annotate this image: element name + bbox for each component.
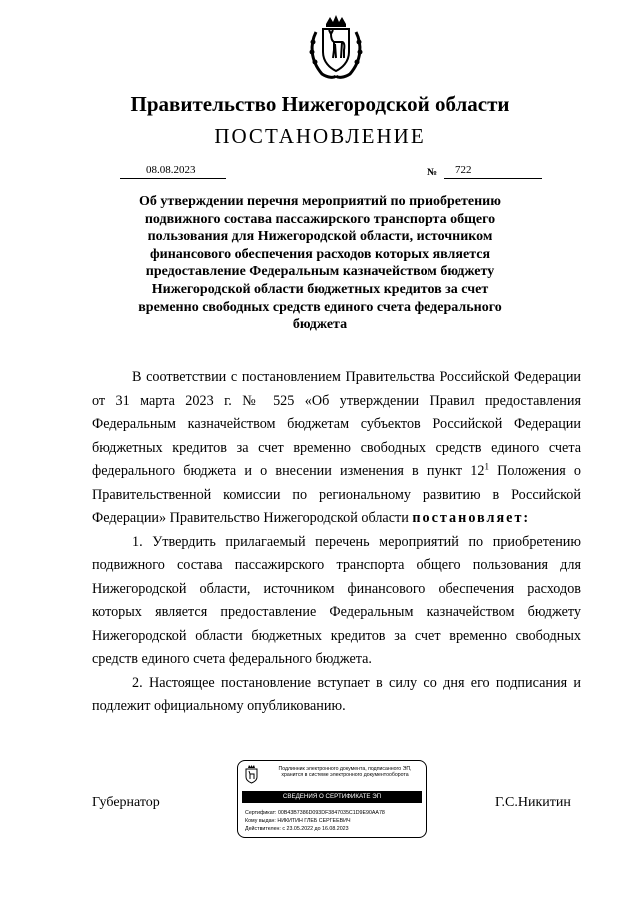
preamble-text: В соответствии с постановлением Правительства Российской Федерации от 31 марта 2023 г. № 525 «Об утверждении Правил предоставления Федеральным казначейством бюджетам субъектов Российской Федерации бюджетных кредитов за счет временно свободных средств единого счета федерального бюджета и о внесении изменения в пункт 12	[92, 369, 581, 479]
stamp-row-certificate	[245, 809, 385, 817]
number-underline	[444, 178, 542, 179]
paragraph-item-2: 2. Настоящее постановление вступает в силу со дня его подписания и подлежит официальному опубликованию.	[92, 674, 581, 714]
valid-value: с 23.05.2022 до 16.08.2023	[282, 826, 349, 832]
paragraph-item-1: 1. Утвердить прилагаемый перечень мероприятий по приобретению подвижного состава пассажирского транспорта общего пользования для Нижегородской области, источником финансового обеспечения расходов которых является предоставление Федеральным казначейством бюджету Нижегородской области бюджетных кредитов за счет временно свободных средств единого счета федерального бюджета.	[92, 533, 581, 667]
date-underline	[120, 178, 226, 179]
coat-of-arms-icon	[304, 14, 368, 80]
stamp-header: СВЕДЕНИЯ О СЕРТИФИКАТЕ ЭП	[242, 791, 422, 803]
paragraph-preamble	[92, 366, 581, 531]
superscript: 1	[484, 461, 489, 472]
number-label: №	[427, 167, 438, 178]
cert-label: Сертификат:	[245, 810, 277, 816]
preamble-text-continued: Положения о Правительственной комиссии по региональному развитию в Российской Федерации» Правительство Нижегородской области	[92, 463, 581, 526]
valid-label: Действителен:	[245, 826, 281, 832]
document-number: 722	[455, 164, 472, 176]
electronic-signature-stamp	[237, 760, 427, 838]
stamp-row-valid	[245, 825, 385, 833]
issued-value: НИКИТИН ГЛЕБ СЕРГЕЕВИЧ	[277, 818, 351, 824]
stamp-details	[245, 809, 385, 833]
document-subject: Об утверждении перечня мероприятий по приобретению подвижного состава пассажирского транспорта общего пользования для Нижегородской области, источником финансового обеспечения расходов которых является предоставление Федеральным казначейством бюджету Нижегородской области бюджетных кредитов за счет временно свободных средств единого счета федерального бюджета	[138, 194, 502, 333]
signatory-name: Г.С.Никитин	[495, 795, 571, 810]
stamp-note: Подлинник электронного документа, подписанного ЭП, хранится в системе электронного документооборота	[278, 766, 412, 779]
signatory-position: Губернатор	[92, 795, 160, 810]
government-title: Правительство Нижегородской области	[130, 92, 510, 116]
stamp-row-issued	[245, 817, 385, 825]
document-body	[92, 366, 581, 719]
stamp-coat-of-arms-icon	[244, 765, 259, 784]
cert-value: 00B43B7386D093DF3847035C1D9E90AA78	[277, 810, 385, 816]
document-date: 08.08.2023	[146, 164, 196, 176]
issued-label: Кому выдан:	[245, 818, 276, 824]
decree-title: ПОСТАНОВЛЕНИЕ	[214, 124, 426, 148]
decree-keyword: постановляет:	[412, 510, 531, 526]
